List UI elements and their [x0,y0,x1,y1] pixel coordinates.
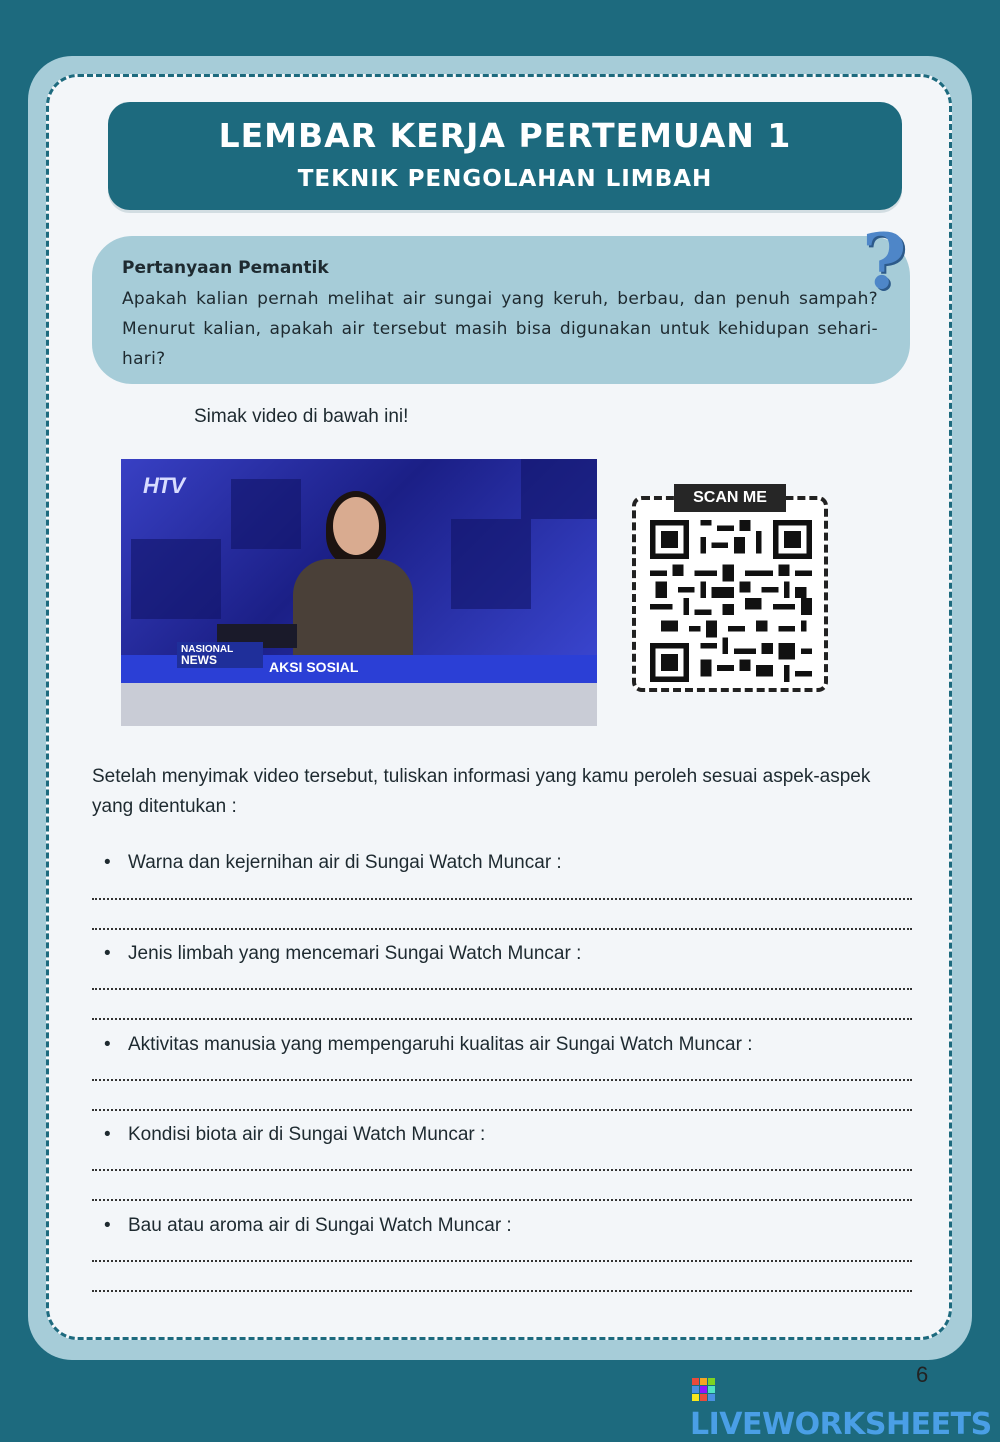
video-thumbnail[interactable] [121,459,597,726]
qr-code-icon[interactable] [650,520,812,682]
question-text: Warna dan kejernihan air di Sungai Watch Muncar : [128,852,562,873]
prompt-heading: Pertanyaan Pemantik [122,258,329,278]
answer-line[interactable] [92,898,912,900]
prompt-box [92,236,910,384]
task-instructions: Setelah menyimak video tersebut, tuliskan informasi yang kamu peroleh sesuai aspek-aspek yang ditentukan : [92,766,871,817]
presenter-body [293,559,413,669]
question-text: Aktivitas manusia yang mempengaruhi kualitas air Sungai Watch Muncar : [128,1034,753,1055]
question-item [104,1215,512,1237]
bullet: • [104,1034,111,1055]
ticker-text: AKSI SOSIAL [269,659,359,675]
prompt-text: Apakah kalian pernah melihat air sungai yang keruh, berbau, dan penuh sampah? Menurut kalian, apakah air tersebut masih bisa digunakan untuk kehidupan sehari-hari? [122,289,878,369]
studio-tile [521,459,597,519]
ticker-label [177,642,263,668]
answer-line[interactable] [92,988,912,990]
watermark-logo [690,1372,1000,1442]
question-item [104,1034,752,1056]
bullet: • [104,1124,111,1145]
question-text: Kondisi biota air di Sungai Watch Muncar : [128,1124,486,1145]
answer-line[interactable] [92,928,912,930]
studio-tile [451,519,531,609]
question-mark-icon: ? [862,217,907,306]
studio-tile [131,539,221,619]
page-number: 6 [916,1362,929,1387]
liveworksheets-grid-icon [692,1378,716,1402]
answer-line[interactable] [92,1079,912,1081]
question-item [104,852,562,874]
question-item [104,1124,485,1146]
ticker-label-line1: NASIONAL [181,644,234,655]
presenter-face [333,497,379,555]
page-subtitle: TEKNIK PENGOLAHAN LIMBAH [297,166,713,192]
video-instruction: Simak video di bawah ini! [194,406,409,427]
ticker-label-line2: NEWS [181,653,217,667]
scan-me-label: SCAN ME [674,484,786,512]
bullet: • [104,852,111,873]
question-text: Bau atau aroma air di Sungai Watch Muncar : [128,1215,512,1236]
question-item [104,943,581,965]
answer-line[interactable] [92,1018,912,1020]
studio-tile [231,479,301,549]
answer-line[interactable] [92,1169,912,1171]
answer-line[interactable] [92,1290,912,1292]
question-text: Jenis limbah yang mencemari Sungai Watch Muncar : [128,943,582,964]
page-title: LEMBAR KERJA PERTEMUAN 1 [218,116,792,155]
bullet: • [104,1215,111,1236]
answer-line[interactable] [92,1199,912,1201]
bullet: • [104,943,111,964]
title-banner [108,102,902,210]
channel-logo: HTV [143,473,184,498]
watermark-text: LIVEWORKSHEETS [690,1407,992,1442]
answer-line[interactable] [92,1260,912,1262]
answer-line[interactable] [92,1109,912,1111]
